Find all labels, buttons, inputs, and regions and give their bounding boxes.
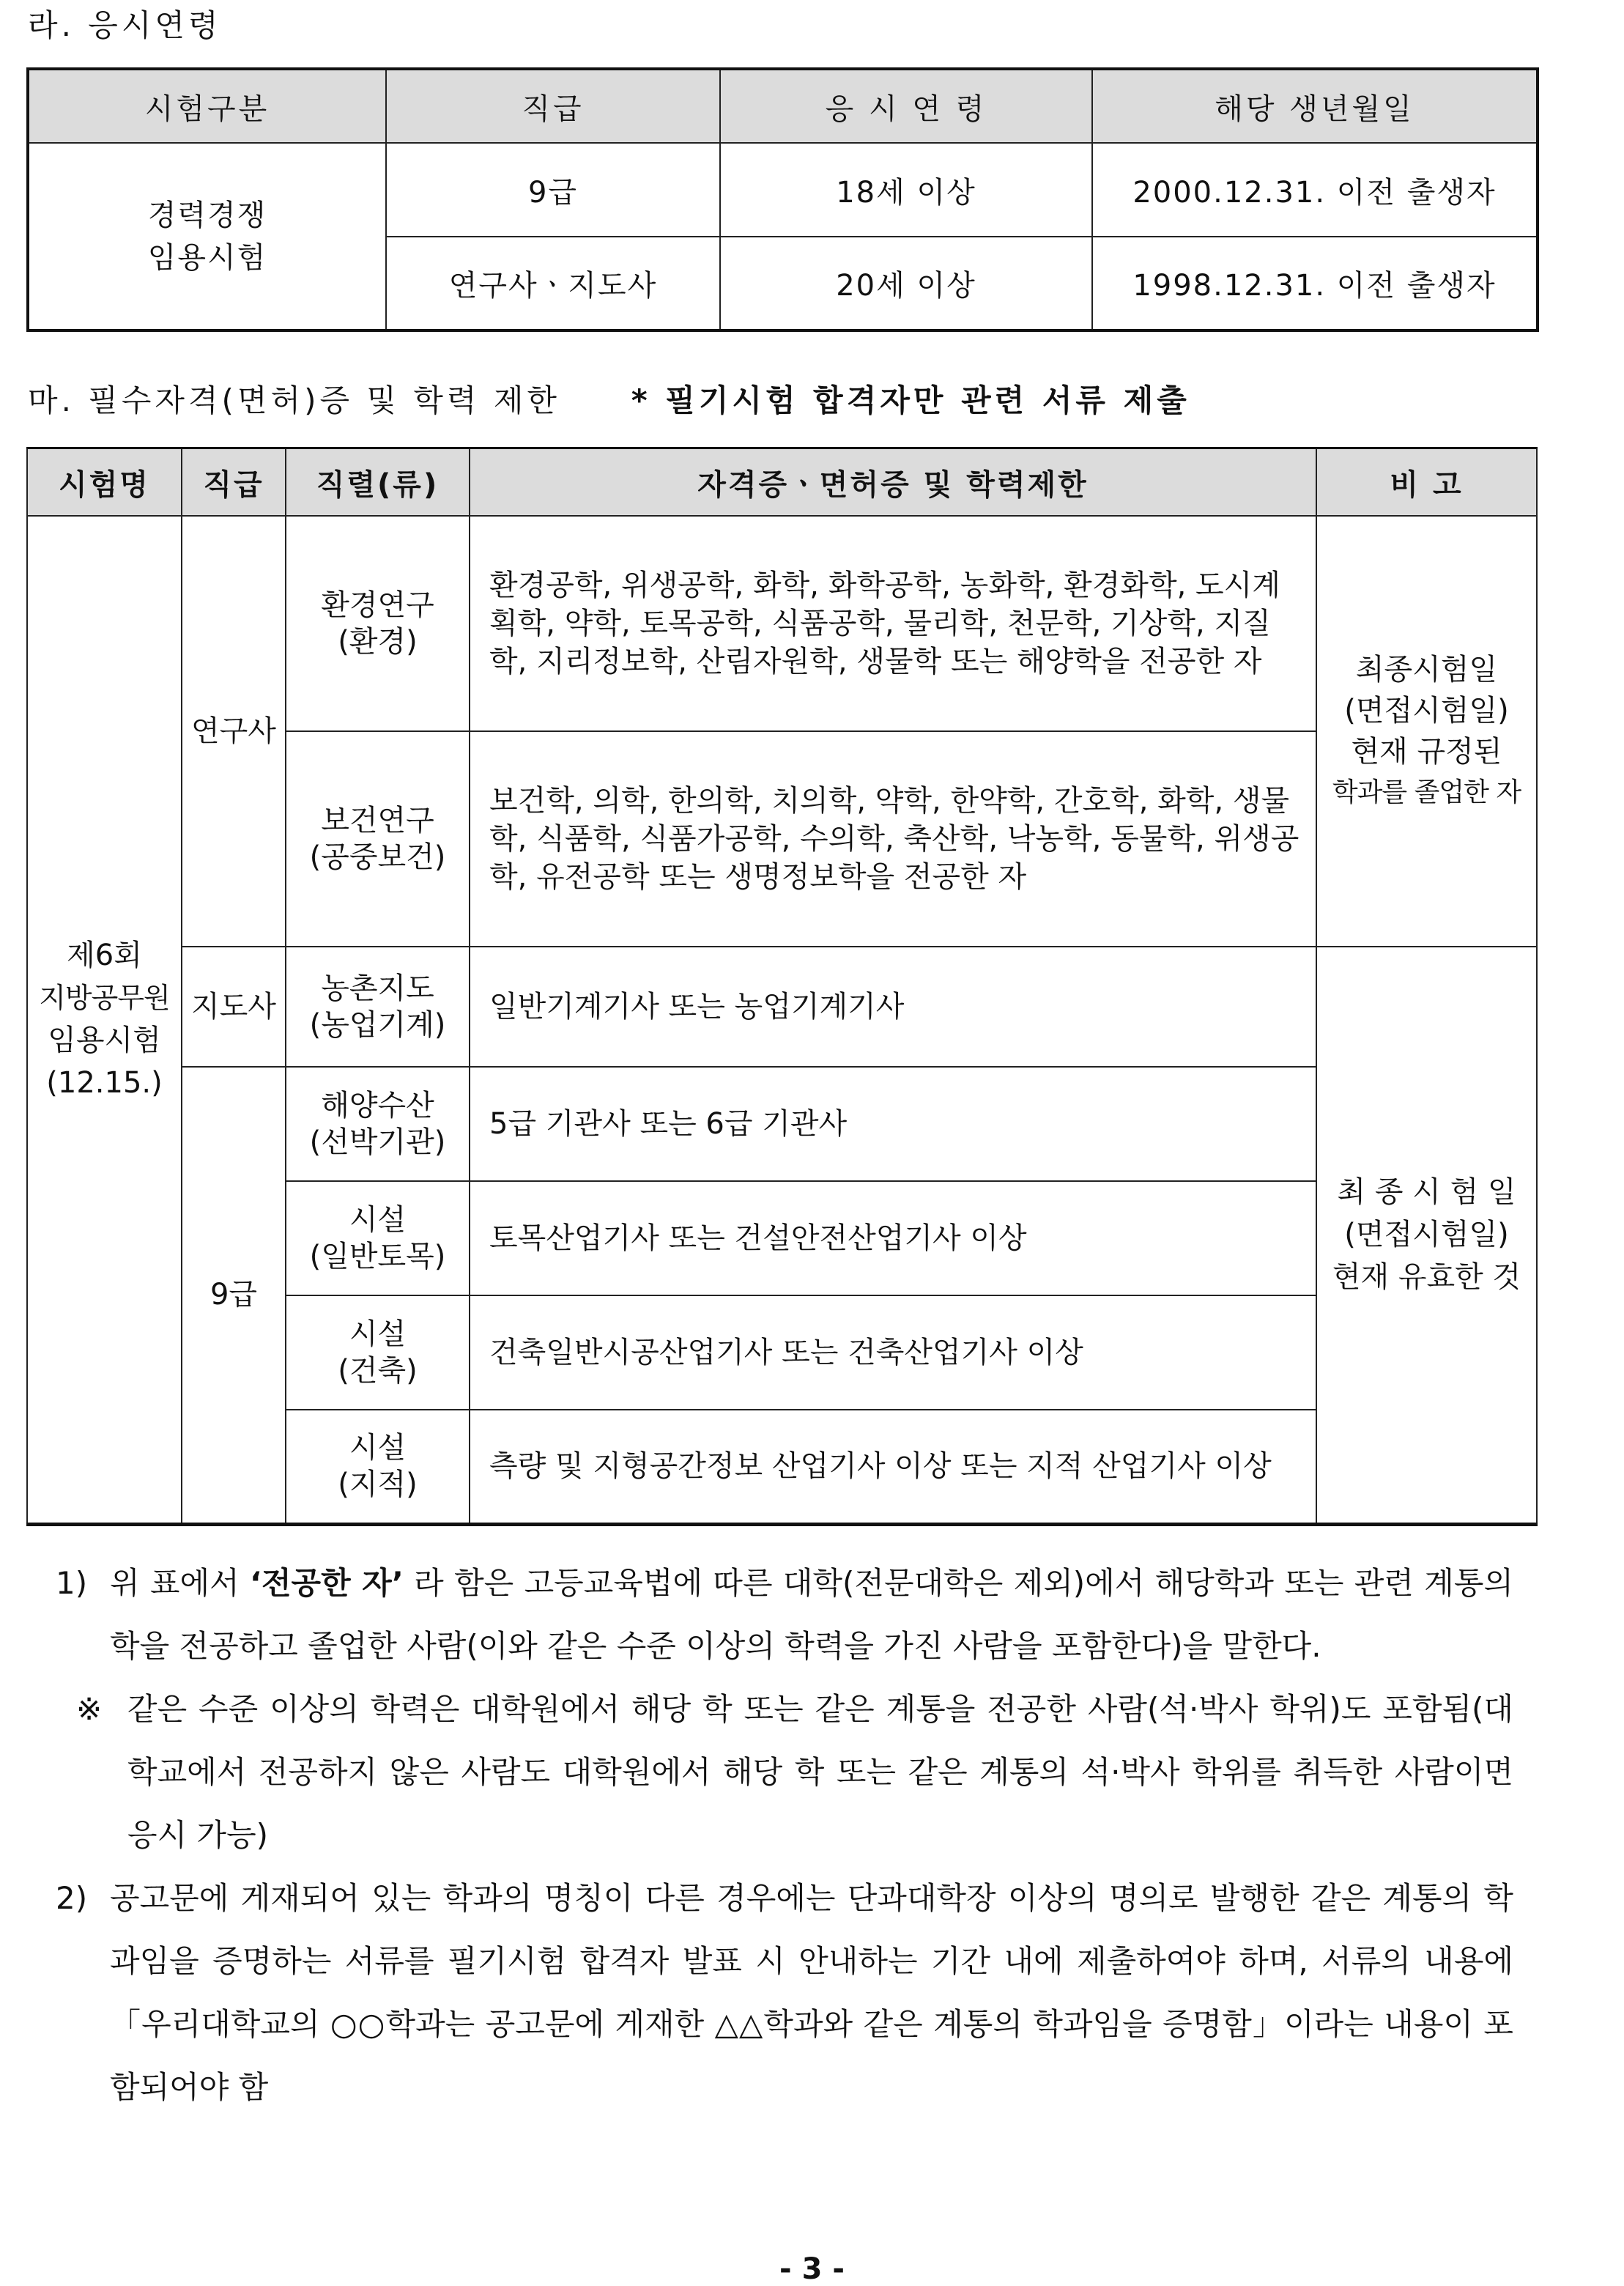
header-exam-name: 시험명 — [27, 448, 182, 517]
note-text: 라 함은 고등교육법에 따른 대학(전문대학은 제외)에서 해당학과 또는 관련 계통의 학을 전공하고 졸업한 사람(이와 같은 수준 이상의 학력을 가진 사람을 포함한다)을 말한다. — [110, 1565, 1513, 1664]
note-2 — [56, 1867, 1513, 2119]
note-text: 위 표에서 — [110, 1565, 250, 1601]
age-cell: 20세 이상 — [720, 237, 1092, 330]
grade-cell: 9급 — [386, 143, 720, 237]
requirement-cell: 건축일반시공산업기사 또는 건축산업기사 이상 — [470, 1295, 1316, 1410]
series-sub: (일반토목) — [309, 1240, 446, 1273]
table-row — [27, 1067, 1537, 1181]
remark-line: 최 종 시 험 일 — [1337, 1175, 1516, 1210]
series-cell — [286, 1410, 470, 1524]
header-remarks: 비 고 — [1316, 448, 1537, 517]
section-ma-heading: 마. 필수자격(면허)증 및 학력 제한 — [28, 382, 560, 418]
remark-line: (면접시험일) — [1344, 1218, 1509, 1252]
series-cell — [286, 516, 470, 731]
header-age: 응 시 연 령 — [720, 69, 1092, 143]
table-row — [28, 143, 1538, 237]
exam-name-line: 임용시험 — [48, 1024, 161, 1058]
exam-name-line: 지방공무원 — [39, 982, 170, 1015]
grade-cell: 연구사ㆍ지도사 — [386, 237, 720, 330]
requirement-cell: 보건학, 의학, 한의학, 치의학, 약학, 한약학, 간호학, 화학, 생물학, 식품학, 식품가공학, 수의학, 축산학, 낙농학, 동물학, 위생공학, 유전공학 또는 생명정보학을 전공한 자 — [470, 731, 1316, 947]
exam-name-cell — [27, 516, 182, 1524]
grade-9-cell: 9급 — [182, 1067, 286, 1524]
exam-name-line: (12.15.) — [46, 1066, 163, 1101]
table-row — [27, 516, 1537, 731]
series-cell — [286, 947, 470, 1067]
series-sub: (지적) — [338, 1468, 418, 1502]
qualification-table — [26, 447, 1538, 1526]
note-emphasis: ‘전공한 자’ — [250, 1565, 404, 1601]
series-cell — [286, 731, 470, 947]
page-number: - 3 - — [779, 2252, 845, 2286]
section-ma-note: * 필기시험 합격자만 관련 서류 제출 — [631, 382, 1190, 418]
notes-section — [56, 1552, 1513, 2119]
birth-cell: 1998.12.31. 이전 출생자 — [1092, 237, 1538, 330]
reference-mark: ※ — [76, 1691, 103, 1727]
series-sub: (건축) — [338, 1354, 418, 1388]
series-cell — [286, 1181, 470, 1295]
exam-name-line: 제6회 — [67, 939, 142, 973]
header-requirements: 자격증ㆍ면허증 및 학력제한 — [470, 448, 1316, 517]
section-ra-title: 라. 응시연령 — [28, 7, 222, 43]
exam-type-line1: 경력경쟁 — [147, 198, 267, 232]
requirement-cell: 일반기계기사 또는 농업기계기사 — [470, 947, 1316, 1067]
series-sub: (선박기관) — [309, 1125, 446, 1159]
table-header-row — [28, 69, 1538, 143]
series-name: 환경연구 — [321, 588, 434, 622]
note-body: 같은 수준 이상의 학력은 대학원에서 해당 학 또는 같은 계통을 전공한 사람(석·박사 학위)도 포함됨(대학교에서 전공하지 않은 사람도 대학원에서 해당 학 또는 같은 계통의 석·박사 학위를 취득한 사람이면 응시 가능) — [127, 1691, 1513, 1853]
age-cell: 18세 이상 — [720, 143, 1092, 237]
series-cell — [286, 1295, 470, 1410]
remark-line: (면접시험일) — [1344, 694, 1509, 728]
series-name: 시설 — [349, 1203, 407, 1237]
remark-line: 현재 규정된 — [1351, 735, 1502, 769]
series-sub: (공중보건) — [309, 840, 446, 874]
header-exam-type: 시험구분 — [28, 69, 386, 143]
note-1 — [56, 1552, 1513, 1678]
remark-cell — [1316, 947, 1537, 1524]
header-birthdate: 해당 생년월일 — [1092, 69, 1538, 143]
note-number: 1) — [56, 1565, 88, 1601]
series-name: 농촌지도 — [321, 972, 434, 1005]
series-name: 보건연구 — [321, 804, 434, 837]
requirement-cell: 측량 및 지형공간정보 산업기사 이상 또는 지적 산업기사 이상 — [470, 1410, 1316, 1524]
table-header-row — [27, 448, 1537, 517]
header-grade: 직급 — [182, 448, 286, 517]
remark-cell — [1316, 516, 1537, 947]
remark-line: 최종시험일 — [1355, 653, 1498, 687]
series-name: 시설 — [349, 1317, 407, 1351]
age-requirement-table — [26, 67, 1539, 332]
series-sub: (환경) — [338, 625, 418, 659]
note-body — [110, 1552, 1513, 1678]
section-ma-title — [28, 377, 1190, 421]
note-body: 공고문에 게재되어 있는 학과의 명칭이 다른 경우에는 단과대학장 이상의 명의로 발행한 같은 계통의 학과임을 증명하는 서류를 필기시험 합격자 발표 시 안내하는 기간 내에 제출하여야 하며, 서류의 내용에 「우리대학교의 ○○학과는 공고문에 게재한 △△학과와 같은 계통의 학과임을 증명함」이라는 내용이 포함되어야 함 — [110, 1880, 1513, 2105]
requirement-cell: 5급 기관사 또는 6급 기관사 — [470, 1067, 1316, 1181]
header-grade: 직급 — [386, 69, 720, 143]
exam-type-cell — [28, 143, 386, 330]
header-series: 직렬(류) — [286, 448, 470, 517]
remark-line: 현재 유효한 것 — [1332, 1260, 1521, 1295]
table-row — [27, 947, 1537, 1067]
remark-line: 학과를 졸업한 자 — [1332, 777, 1521, 807]
series-name: 해양수산 — [321, 1089, 434, 1122]
note-star — [56, 1678, 1513, 1867]
exam-type-line2: 임용시험 — [147, 240, 267, 275]
requirement-cell: 환경공학, 위생공학, 화학, 화학공학, 농화학, 환경화학, 도시계획학, 약학, 토목공학, 식품공학, 물리학, 천문학, 기상학, 지질학, 지리정보학, 산림자원학, 생물학 또는 해양학을 전공한 자 — [470, 516, 1316, 731]
series-sub: (농업기계) — [309, 1008, 446, 1042]
series-name: 시설 — [349, 1431, 407, 1465]
note-number: 2) — [56, 1880, 88, 1916]
requirement-cell: 토목산업기사 또는 건설안전산업기사 이상 — [470, 1181, 1316, 1295]
series-cell — [286, 1067, 470, 1181]
grade-advisor-cell: 지도사 — [182, 947, 286, 1067]
grade-researcher-cell: 연구사 — [182, 516, 286, 947]
birth-cell: 2000.12.31. 이전 출생자 — [1092, 143, 1538, 237]
